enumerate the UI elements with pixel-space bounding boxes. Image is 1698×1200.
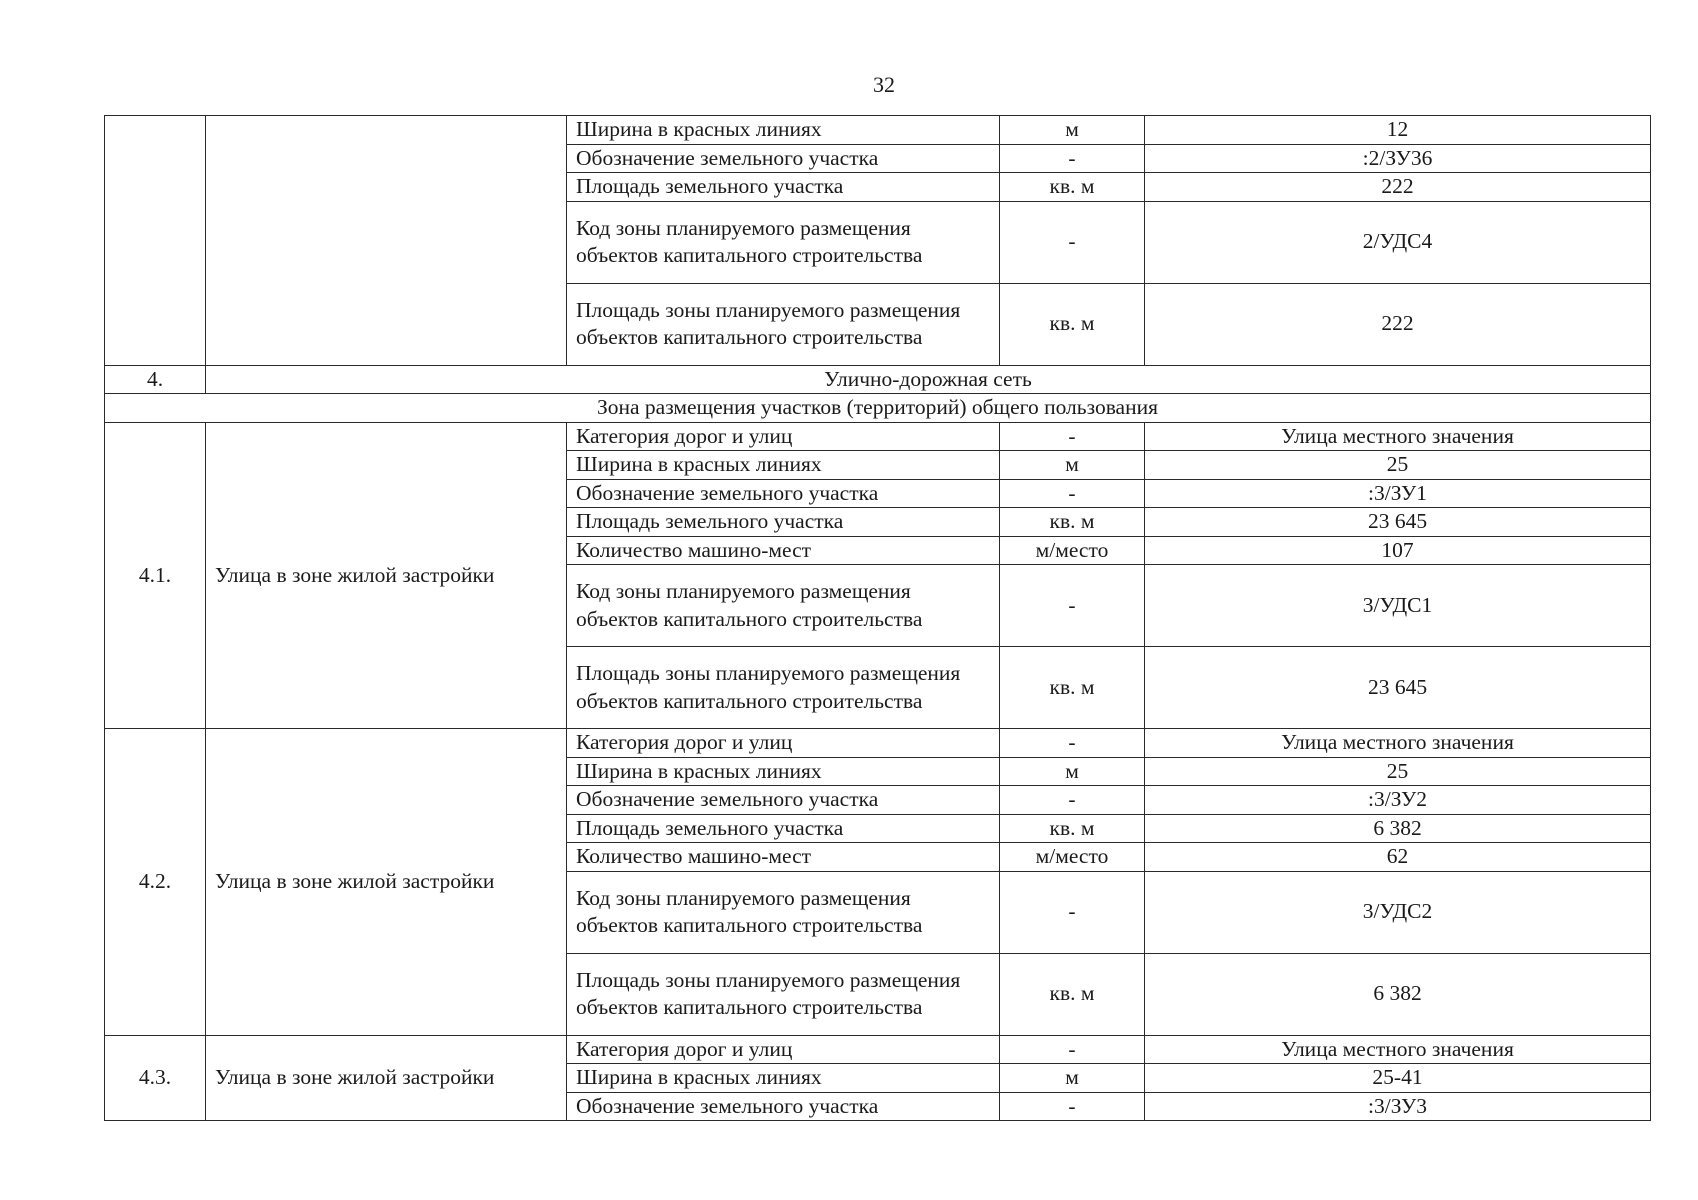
page-number: 32 — [873, 72, 895, 97]
param-name-cell: Площадь зоны планируемого размещения объектов капитального строительства — [567, 283, 1000, 365]
unit-cell: кв. м — [1000, 647, 1145, 729]
param-name-cell: Ширина в красных линиях — [567, 757, 1000, 786]
param-name-cell: Количество машино-мест — [567, 843, 1000, 872]
value-cell: :3/ЗУ1 — [1145, 479, 1651, 508]
table-row — [105, 729, 1651, 758]
value-cell: Улица местного значения — [1145, 1035, 1651, 1064]
param-name-cell: Обозначение земельного участка — [567, 1092, 1000, 1121]
unit-cell: кв. м — [1000, 814, 1145, 843]
value-cell: 25 — [1145, 451, 1651, 480]
value-cell: 3/УДС2 — [1145, 871, 1651, 953]
item-number-cell: 4.1. — [105, 422, 206, 729]
item-name-cell — [206, 116, 567, 366]
zone-row — [105, 394, 1651, 423]
unit-cell: м — [1000, 116, 1145, 145]
param-name-cell: Ширина в красных линиях — [567, 116, 1000, 145]
unit-cell: кв. м — [1000, 283, 1145, 365]
table-row — [105, 422, 1651, 451]
value-cell: 2/УДС4 — [1145, 201, 1651, 283]
unit-cell: - — [1000, 729, 1145, 758]
unit-cell: кв. м — [1000, 508, 1145, 537]
param-name-cell: Площадь зоны планируемого размещения объектов капитального строительства — [567, 953, 1000, 1035]
unit-cell: - — [1000, 422, 1145, 451]
value-cell: 62 — [1145, 843, 1651, 872]
section-number: 4. — [105, 365, 206, 394]
table-body — [105, 116, 1651, 1121]
value-cell: 107 — [1145, 536, 1651, 565]
value-cell: 3/УДС1 — [1145, 565, 1651, 647]
param-name-cell: Площадь земельного участка — [567, 814, 1000, 843]
section-title: Улично-дорожная сеть — [206, 365, 1651, 394]
unit-cell: - — [1000, 565, 1145, 647]
item-number-cell: 4.2. — [105, 729, 206, 1036]
unit-cell: - — [1000, 201, 1145, 283]
param-name-cell: Обозначение земельного участка — [567, 144, 1000, 173]
value-cell: :3/ЗУ3 — [1145, 1092, 1651, 1121]
value-cell: Улица местного значения — [1145, 422, 1651, 451]
unit-cell: м — [1000, 1064, 1145, 1093]
param-name-cell: Код зоны планируемого размещения объектов капитального строительства — [567, 565, 1000, 647]
param-name-cell: Категория дорог и улиц — [567, 1035, 1000, 1064]
unit-cell: - — [1000, 786, 1145, 815]
table-row — [105, 1035, 1651, 1064]
param-name-cell: Площадь земельного участка — [567, 508, 1000, 537]
zone-title: Зона размещения участков (территорий) общего пользования — [105, 394, 1651, 423]
unit-cell: кв. м — [1000, 953, 1145, 1035]
unit-cell: м — [1000, 451, 1145, 480]
unit-cell: - — [1000, 1092, 1145, 1121]
value-cell: 23 645 — [1145, 647, 1651, 729]
unit-cell: - — [1000, 871, 1145, 953]
table-row — [105, 116, 1651, 145]
section-row — [105, 365, 1651, 394]
item-name-cell: Улица в зоне жилой застройки — [206, 422, 567, 729]
value-cell: 23 645 — [1145, 508, 1651, 537]
value-cell: :3/ЗУ2 — [1145, 786, 1651, 815]
value-cell: :2/ЗУ36 — [1145, 144, 1651, 173]
item-number-cell: 4.3. — [105, 1035, 206, 1121]
param-name-cell: Количество машино-мест — [567, 536, 1000, 565]
param-name-cell: Код зоны планируемого размещения объектов капитального строительства — [567, 201, 1000, 283]
param-name-cell: Код зоны планируемого размещения объектов капитального строительства — [567, 871, 1000, 953]
param-name-cell: Категория дорог и улиц — [567, 422, 1000, 451]
value-cell: 25 — [1145, 757, 1651, 786]
item-number-cell — [105, 116, 206, 366]
parameters-table — [104, 115, 1651, 1121]
param-name-cell: Обозначение земельного участка — [567, 479, 1000, 508]
param-name-cell: Площадь земельного участка — [567, 173, 1000, 202]
param-name-cell: Ширина в красных линиях — [567, 451, 1000, 480]
param-name-cell: Площадь зоны планируемого размещения объектов капитального строительства — [567, 647, 1000, 729]
value-cell: 222 — [1145, 283, 1651, 365]
unit-cell: - — [1000, 144, 1145, 173]
unit-cell: м/место — [1000, 843, 1145, 872]
unit-cell: кв. м — [1000, 173, 1145, 202]
unit-cell: м/место — [1000, 536, 1145, 565]
value-cell: 12 — [1145, 116, 1651, 145]
value-cell: Улица местного значения — [1145, 729, 1651, 758]
item-name-cell: Улица в зоне жилой застройки — [206, 1035, 567, 1121]
param-name-cell: Ширина в красных линиях — [567, 1064, 1000, 1093]
value-cell: 6 382 — [1145, 953, 1651, 1035]
unit-cell: м — [1000, 757, 1145, 786]
value-cell: 222 — [1145, 173, 1651, 202]
param-name-cell: Категория дорог и улиц — [567, 729, 1000, 758]
value-cell: 6 382 — [1145, 814, 1651, 843]
unit-cell: - — [1000, 1035, 1145, 1064]
item-name-cell: Улица в зоне жилой застройки — [206, 729, 567, 1036]
value-cell: 25-41 — [1145, 1064, 1651, 1093]
param-name-cell: Обозначение земельного участка — [567, 786, 1000, 815]
unit-cell: - — [1000, 479, 1145, 508]
